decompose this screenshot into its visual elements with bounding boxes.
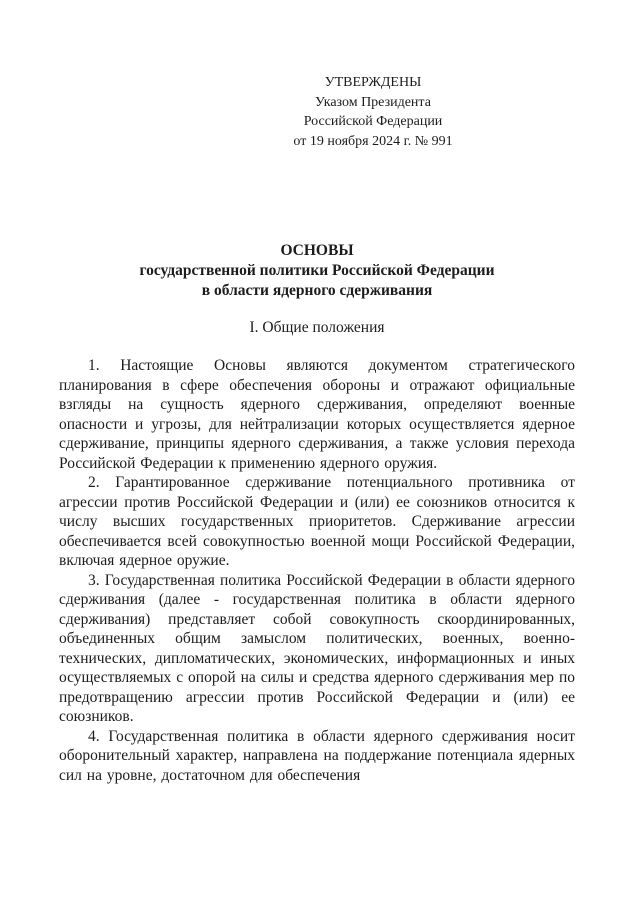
document-title-line-1: ОСНОВЫ (280, 242, 354, 259)
paragraph-4: 4. Государственная политика в области ядерного сдерживания носит оборонительный характер, направлена на поддержание потенциала ядерных сил на уровне, достаточном для обеспечения (59, 727, 575, 784)
approval-block (253, 73, 493, 151)
paragraph-1: 1. Настоящие Основы являются документом стратегического планирования в сфере обеспечения обороны и отражают официальные взгляды на сущность ядерного сдерживания, определяют военные опасности и угрозы, для нейтрализации которых осуществляется ядерное сдерживание, принципы ядерного сдерживания, а также условия перехода Российской Федерации к применению ядерного оружия. (59, 357, 575, 472)
approval-line-date-number: от 19 ноября 2024 г. № 991 (293, 133, 453, 149)
document-title-line-2: государственной политики Российской Федерации (139, 262, 495, 279)
paragraph-2: 2. Гарантированное сдерживание потенциального противника от агрессии против Российской Федерации и (или) ее союзников относится к числу высших государственных приоритетов. Сдерживание агрессии обеспечивается всей совокупностью военной мощи Российской Федерации, включая ядерное оружие. (59, 474, 575, 569)
approval-line-instrument: Указом Президента (315, 94, 431, 110)
document-title (59, 241, 575, 301)
approval-line-status: УТВЕРЖДЕНЫ (324, 75, 422, 90)
document-title-line-3: в области ядерного сдерживания (201, 282, 433, 299)
paragraph-3: 3. Государственная политика Российской Федерации в области ядерного сдерживания (далее - государственная политика в области ядерного сдерживания) представляет собой совокупность скоординированных, объединенных общим замыслом политических, военных, военно-технических, дипломатических, экономических, информационных и иных осуществляемых с опорой на силы и средства ядерного сдерживания мер по предотвращению агрессии против Российской Федерации и (или) ее союзников. (59, 571, 575, 725)
section-heading: I. Общие положения (249, 319, 385, 336)
document-body (59, 356, 575, 785)
approval-line-authority: Российской Федерации (303, 114, 443, 129)
